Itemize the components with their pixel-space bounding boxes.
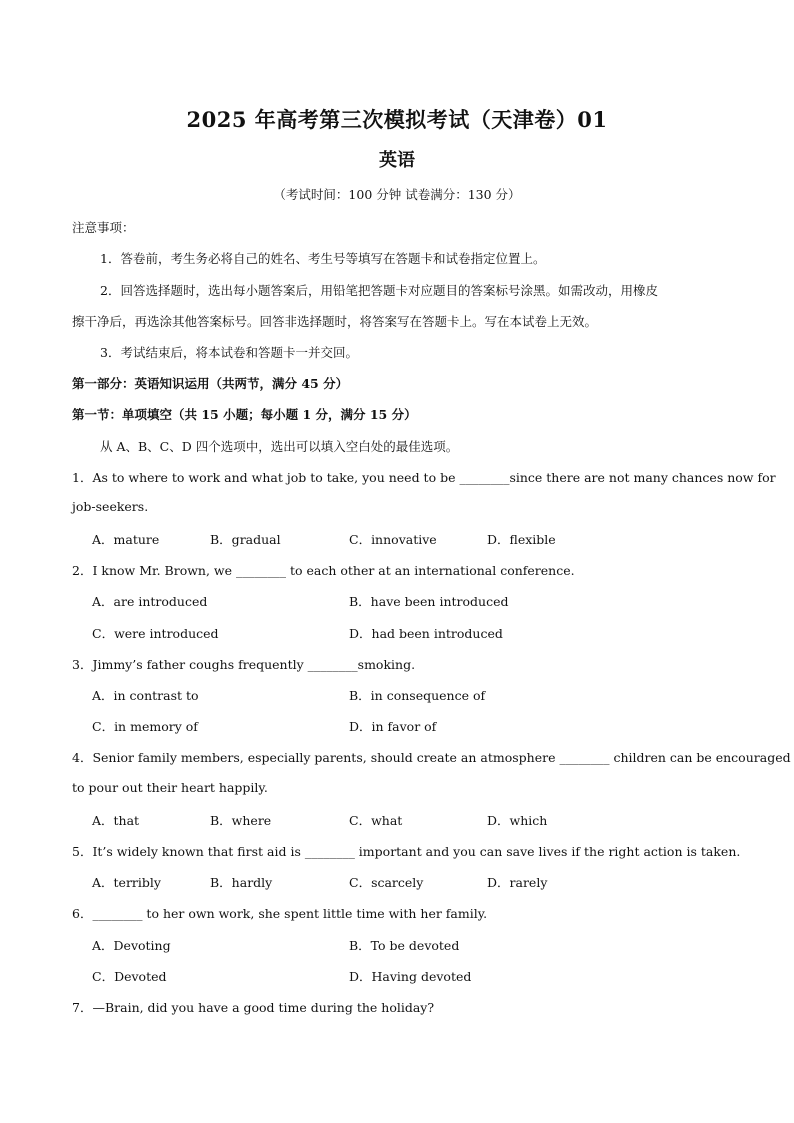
q2-option-d: D．had been introduced — [349, 626, 503, 641]
q3-option-a: A．in contrast to — [92, 688, 199, 703]
q3-option-d: D．in favor of — [349, 719, 437, 734]
notes-heading: 注意事项： — [72, 220, 135, 235]
q5-option-d: D．rarely — [487, 875, 548, 890]
note-2-line-1: 2．回答选择题时，选出每小题答案后，用铅笔把答题卡对应题目的答案标号涂黑。如需改动，用橡皮 — [100, 283, 658, 298]
q5-option-a: A．terribly — [92, 875, 161, 890]
exam-title: 2025 年高考第三次模拟考试（天津卷）01 — [186, 107, 608, 132]
q3-option-c: C．in memory of — [92, 719, 198, 734]
question-6: 6．________ to her own work, she spent little time with her family. — [72, 906, 488, 921]
note-1: 1．答卷前，考生务必将自己的姓名、考生号等填写在答题卡和试卷指定位置上。 — [100, 251, 546, 266]
question-1-line-2: job-seekers. — [72, 499, 149, 514]
q1-option-b: B．gradual — [210, 532, 281, 547]
question-2: 2．I know Mr. Brown, we ________ to each other at an international conference. — [72, 563, 575, 578]
q5-option-b: B．hardly — [210, 875, 273, 890]
question-3: 3．Jimmy’s father coughs frequently ________smoking. — [72, 657, 416, 672]
question-5: 5．It’s widely known that first aid is ________ important and you can save lives if the right action is taken. — [72, 844, 741, 859]
q6-option-d: D．Having devoted — [349, 969, 472, 984]
question-1-line-1: 1．As to where to work and what job to take, you need to be ________since there are not many chances now for — [72, 470, 776, 485]
q2-option-a: A．are introduced — [92, 594, 208, 609]
part1-heading: 第一部分：英语知识运用（共两节，满分 45 分） — [72, 376, 349, 391]
q4-option-b: B．where — [210, 813, 272, 828]
question-7: 7．—Brain, did you have a good time during the holiday? — [72, 1000, 435, 1015]
q4-option-d: D．which — [487, 813, 548, 828]
q2-option-b: B．have been introduced — [349, 594, 509, 609]
q4-option-c: C．what — [349, 813, 403, 828]
subject-heading: 英语 — [379, 150, 415, 171]
question-4-line-1: 4．Senior family members, especially parents, should create an atmosphere ________ children can be encouraged — [72, 750, 791, 765]
q5-option-c: C．scarcely — [349, 875, 424, 890]
q6-option-c: C．Devoted — [92, 969, 167, 984]
q1-option-c: C．innovative — [349, 532, 437, 547]
section1-heading: 第一节：单项填空（共 15 小题；每小题 1 分，满分 15 分） — [72, 407, 417, 422]
section1-instruction: 从 A、B、C、D 四个选项中，选出可以填入空白处的最佳选项。 — [100, 439, 459, 454]
q1-option-a: A．mature — [92, 532, 160, 547]
q1-option-d: D．flexible — [487, 532, 556, 547]
note-2-line-2: 擦干净后，再选涂其他答案标号。回答非选择题时，将答案写在答题卡上。写在本试卷上无效。 — [72, 314, 598, 329]
exam-time-info: （考试时间：100 分钟 试卷满分：130 分） — [273, 187, 521, 202]
q6-option-a: A．Devoting — [92, 938, 171, 953]
note-3: 3．考试结束后，将本试卷和答题卡一并交回。 — [100, 345, 358, 360]
question-4-line-2: to pour out their heart happily. — [72, 780, 268, 795]
q2-option-c: C．were introduced — [92, 626, 219, 641]
q3-option-b: B．in consequence of — [349, 688, 486, 703]
q4-option-a: A．that — [92, 813, 140, 828]
q6-option-b: B．To be devoted — [349, 938, 460, 953]
